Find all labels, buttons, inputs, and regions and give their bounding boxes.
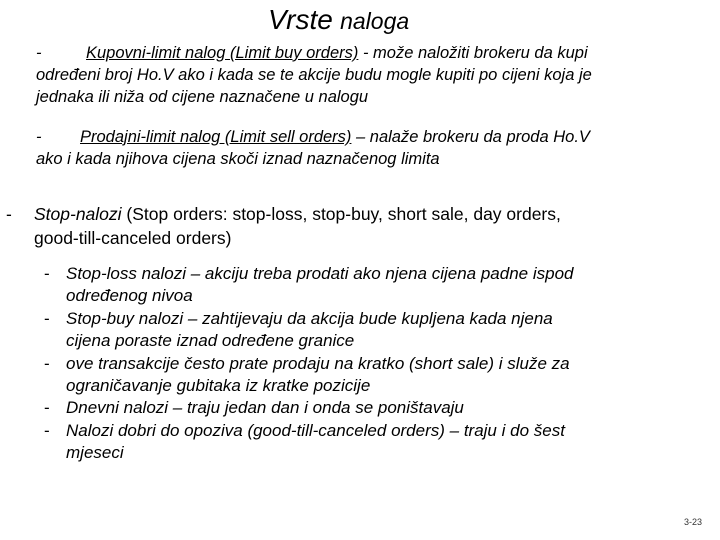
page-number: 3-23: [683, 517, 702, 527]
limit-sell-term: Prodajni-limit nalog (Limit sell orders): [80, 128, 352, 146]
stop-orders-term: Stop-nalozi: [34, 204, 122, 224]
stop-orders-dash: -: [6, 204, 12, 224]
limit-sell-rest: – nalaže brokeru da proda Ho.V: [351, 128, 590, 146]
stop-orders-item: [6, 202, 561, 250]
list-item-line-1: ove transakcije često prate prodaju na kratko (short sale) i služe za: [66, 353, 570, 373]
list-item-line-2: cijena poraste iznad određene granice: [66, 331, 355, 351]
limit-buy-paragraph: [36, 42, 592, 108]
list-item-dash: -: [44, 398, 50, 418]
list-item-line-1: Stop-loss nalozi – akciju treba prodati ako njena cijena padne ispod: [66, 264, 574, 283]
list-item: [44, 397, 574, 419]
limit-buy-rest: - može naložiti brokeru da kupi: [358, 44, 588, 62]
list-item: [44, 263, 574, 308]
limit-buy-line-2: određeni broj Ho.V ako i kada se te akcije budu mogle kupiti po cijeni koja je: [36, 66, 592, 84]
list-item: [44, 353, 574, 398]
limit-sell-paragraph: [36, 126, 590, 170]
limit-buy-line-3: jednaka ili niža od cijene naznačene u nalogu: [36, 88, 369, 106]
list-item-dash: -: [44, 308, 50, 328]
list-item-line-2: ograničavanje gubitaka iz kratke pozicije: [66, 376, 371, 396]
title-word-vrste: Vrste: [268, 4, 333, 35]
list-item-line-1: Nalozi dobri do opoziva (good-till-canceled orders) – traju i do šest: [66, 420, 565, 440]
stop-orders-sublist: [44, 263, 574, 465]
list-item-line-2: mjeseci: [66, 443, 124, 463]
list-item-line-1: Stop-buy nalozi – zahtijevaju da akcija bude kupljena kada njena: [66, 308, 553, 328]
limit-sell-line-2: ako i kada njihova cijena skoči iznad naznačenog limita: [36, 150, 440, 168]
list-item-line-1: Dnevni nalozi – traju jedan dan i onda se poništavaju: [66, 398, 464, 418]
list-item-dash: -: [44, 264, 50, 283]
limit-buy-term: Kupovni-limit nalog (Limit buy orders): [86, 44, 359, 62]
limit-sell-line-1: [36, 126, 590, 148]
slide-title: [268, 4, 409, 37]
stop-orders-line-1-rest: (Stop orders: stop-loss, stop-buy, short sale, day orders,: [121, 204, 561, 224]
limit-buy-line-1: [36, 42, 592, 64]
list-item-dash: -: [44, 353, 50, 373]
limit-sell-dash: -: [36, 128, 42, 146]
limit-buy-dash: -: [36, 44, 42, 62]
list-item: [44, 420, 574, 465]
title-word-naloga: naloga: [340, 8, 410, 34]
list-item-dash: -: [44, 420, 50, 440]
list-item-line-2: određenog nivoa: [66, 286, 193, 306]
list-item: [44, 308, 574, 353]
stop-orders-line-2: good-till-canceled orders): [34, 228, 232, 248]
